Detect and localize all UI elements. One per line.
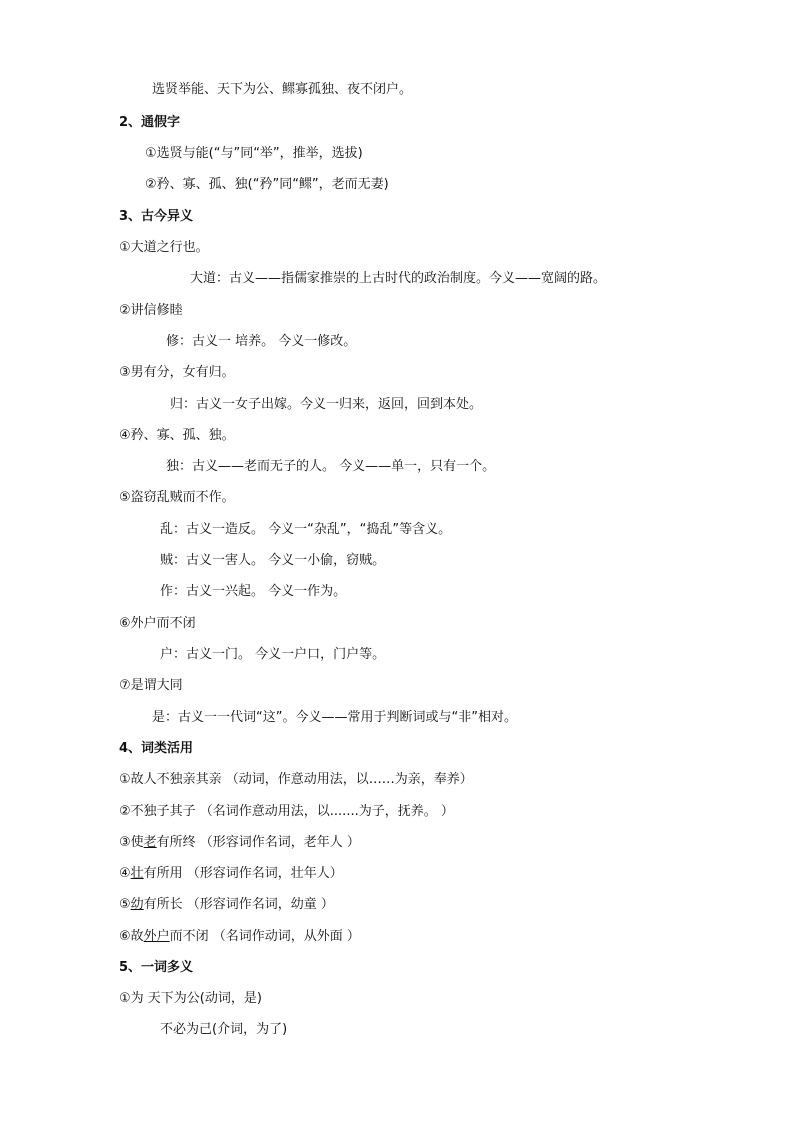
huoyong-item: ④壮有所用 （形容词作名词，壮年人） (119, 866, 343, 881)
guji-note: 是：古义一一代词“这”。今义——常用于判断词或与“非”相对。 (152, 710, 517, 725)
guji-sentence: ②讲信修睦 (119, 303, 183, 318)
huoyong-item: ①故人不独亲其亲 （动词，作意动用法，以……为亲，奉养） (119, 772, 473, 787)
huoyong-target-word: 老 (143, 835, 157, 850)
guji-sentence: ⑦是谓大同 (119, 678, 183, 693)
guji-sentence: ①大道之行也。 (119, 240, 209, 255)
tongjia-item: ①选贤与能(“与”同“举”，推举，选拔) (145, 146, 363, 161)
section-heading-guji: 3、古今异义 (119, 209, 194, 224)
intro-line: 选贤举能、天下为公、鳏寡孤独、夜不闭户。 (152, 82, 413, 97)
tongjia-item: ②矜、寡、孤、独(“矜”同“鳏”，老而无妻) (145, 177, 389, 192)
guji-sentence: ⑥外户而不闭 (119, 616, 196, 631)
huoyong-item: ②不独子其子 （名词作意动用法，以.......为子，抚养。 ） (119, 804, 454, 819)
huoyong-item: ⑥故外户而不闭 （名词作动词，从外面 ） (119, 929, 360, 944)
guji-note: 作：古义一兴起。 今义一作为。 (160, 584, 347, 599)
guji-sentence: ③男有分，女有归。 (119, 365, 235, 380)
duoyi-item: 不必为己(介词，为了) (160, 1022, 288, 1037)
huoyong-target-word: 幼 (130, 897, 144, 912)
guji-note: 贼：古义一害人。 今义一小偷，窃贼。 (160, 553, 386, 568)
section-heading-huoyong: 4、词类活用 (119, 741, 194, 756)
section-heading-tongjia: 2、通假字 (119, 115, 181, 130)
guji-note: 大道：古义——指儒家推崇的上古时代的政治制度。今义——宽阔的路。 (190, 271, 607, 286)
guji-sentence: ⑤盗窃乱贼而不作。 (119, 490, 235, 505)
huoyong-target-word: 外户 (143, 929, 170, 944)
guji-note: 归：古义一女子出嫁。今义一归来，返回，回到本处。 (170, 397, 483, 412)
huoyong-target-word: 壮 (130, 866, 144, 881)
guji-note: 户：古义一门。 今义一户口，门户等。 (160, 647, 386, 662)
guji-note: 修：古义一 培养。 今义一修改。 (166, 334, 357, 349)
section-heading-duoyi: 5、一词多义 (119, 960, 194, 975)
duoyi-item: ①为 天下为公(动词，是) (119, 991, 262, 1006)
guji-note: 独：古义——老而无子的人。 今义——单一，只有一个。 (166, 459, 496, 474)
guji-sentence: ④矜、寡、孤、独。 (119, 428, 235, 443)
huoyong-item: ③使老有所终 （形容词作名词，老年人 ） (119, 835, 360, 850)
guji-note: 乱：古义一造反。 今义一“杂乱”，“捣乱”等含义。 (160, 522, 452, 537)
huoyong-item: ⑤幼有所长 （形容词作名词，幼童 ） (119, 897, 334, 912)
